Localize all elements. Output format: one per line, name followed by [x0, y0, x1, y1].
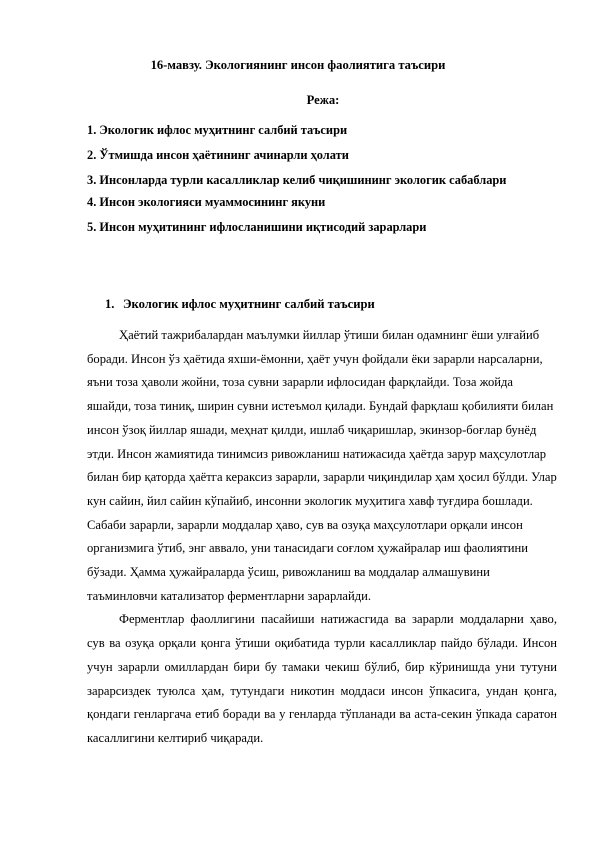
section-number: 1. [105, 297, 115, 311]
paragraph: Ферментлар фаоллигини пасайиши натижасгида ва зарарли моддаларни ҳаво, сув ва озуқа орқали қонга ўтиши оқибатида турли касалликлар пайдо бўлади. Инсон учун зарарли омиллардан бири бу тамаки чекиш бўлиб, бир кўринишда уни тутуни зарарсиздек туюлса ҳам, тутундаги никотин моддаси инсон ўпкасига, ундан қонга, қондаги генларгача етиб боради ва у генларда тўпланади ва аста-секин ўпкада саратон касаллигини келтириб чиқаради. [87, 612, 557, 745]
plan-heading: Режа: [306, 93, 340, 107]
section-title: Экологик ифлос муҳитнинг салбий таъсири [123, 297, 375, 311]
plan-list [87, 122, 517, 244]
plan-item: 2. Ўтмишда инсон ҳаётининг ачинарли ҳолати [87, 148, 349, 162]
plan-item: 5. Инсон муҳитининг ифлосланишини иқтисодий зарарлари [87, 220, 427, 234]
paragraph: Ҳаётий тажрибалардан маълумки йиллар ўтиши билан одамнинг ёши улғайиб боради. Инсон ўз ҳаётида яхши-ёмонни, ҳаёт учун фойдали ёки зарарли нарсаларни, яъни тоза ҳаволи жойни, тоза сувни зарарли ифлосидан фарқлайди. Тоза жойда яшайди, тоза тиниқ, ширин сувни истеъмол қилади. Бундай фарқлаш қобилияти билан инсон ўзоқ йиллар яшади, меҳнат қилди, ишлаб чиқаришлар, экинзор-боғлар бунёд этди. Инсон жамиятида тинимсиз ривожланиш натижасида ҳаётда зарур маҳсулотлар билан бир қаторда ҳаётга кераксиз зарарли, зарарли чиқиндилар ҳам ҳосил бўлди. Улар кун сайин, йил сайин кўпайиб, инсонни экологик муҳитига хавф туғдира бошлади. Сабаби зарарли, зарарли моддалар ҳаво, сув ва озуқа маҳсулотлари орқали инсон организмига ўтиб, энг аввало, уни танасидаги соғлом ҳужайралар иш фаолиятини бўзади. Ҳамма ҳужайраларда ўсиш, ривожланиш ва моддалар алмашувини таъминловчи катализатор ферментларни зарарлайди. [87, 328, 557, 603]
body-text [87, 324, 557, 751]
plan-item: 4. Инсон экологияси муаммосининг якуни [87, 195, 326, 209]
section-heading [105, 296, 375, 312]
document-title: 16-мавзу. Экологиянинг инсон фаолиятига таъсири [150, 58, 446, 72]
plan-item: 3. Инсонларда турли касалликлар келиб чиқишининг экологик сабаблари [87, 173, 507, 187]
plan-item: 1. Экологик ифлос муҳитнинг салбий таъсири [87, 123, 348, 137]
